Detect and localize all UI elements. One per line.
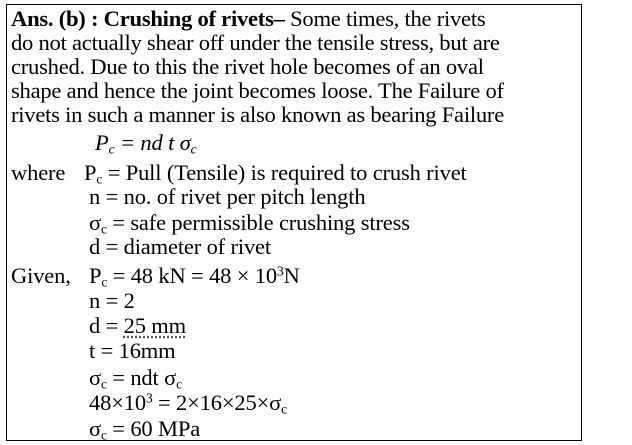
result-stress: $\sigma_c = 60$ MPa (89, 416, 201, 441)
answer-text-1: Some times, the rivets (284, 6, 486, 31)
answer-line-2: do not actually shear off under the tensile stress, but are (11, 30, 500, 55)
given-pull-value: $P_c = 48$ kN = $48 \times 10^3N$ (89, 263, 300, 290)
answer-line-4: shape and hence the joint becomes loose. The Failure of (11, 78, 504, 103)
substitution-equation: $48\times 10^3 = 2\times 16\times 25\times\sigma_c$ (89, 390, 287, 417)
given-thickness: t = 16mm (89, 338, 176, 363)
given-diameter: d = 25 mm (89, 313, 186, 338)
given-label: Given, (11, 263, 71, 288)
answer-line-3: crushed. Due to this the rivet hole becomes of an oval (11, 54, 484, 79)
where-definition-rivets: n = no. of rivet per pitch length (89, 184, 366, 209)
where-label: where (11, 160, 66, 185)
where-definition-diameter: d = diameter of rivet (89, 234, 271, 259)
stress-equation: $\sigma_c$ = ndt $\sigma_c$ (89, 365, 182, 392)
answer-line-1 (11, 7, 485, 31)
given-rivet-count: n = 2 (89, 288, 135, 313)
crushing-formula: $P_c$ = nd t $\sigma_c$ (95, 130, 197, 157)
answer-box (6, 4, 582, 441)
answer-label: Ans. (b) : Crushing of rivets– (11, 6, 285, 31)
answer-line-5: rivets in such a manner is also known as bearing Failure (11, 102, 504, 127)
where-definition-pull: $P_c$ = Pull (Tensile) is required to crush rivet (84, 160, 467, 187)
where-definition-stress: $\sigma_c$ = safe permissible crushing stress (89, 210, 410, 237)
